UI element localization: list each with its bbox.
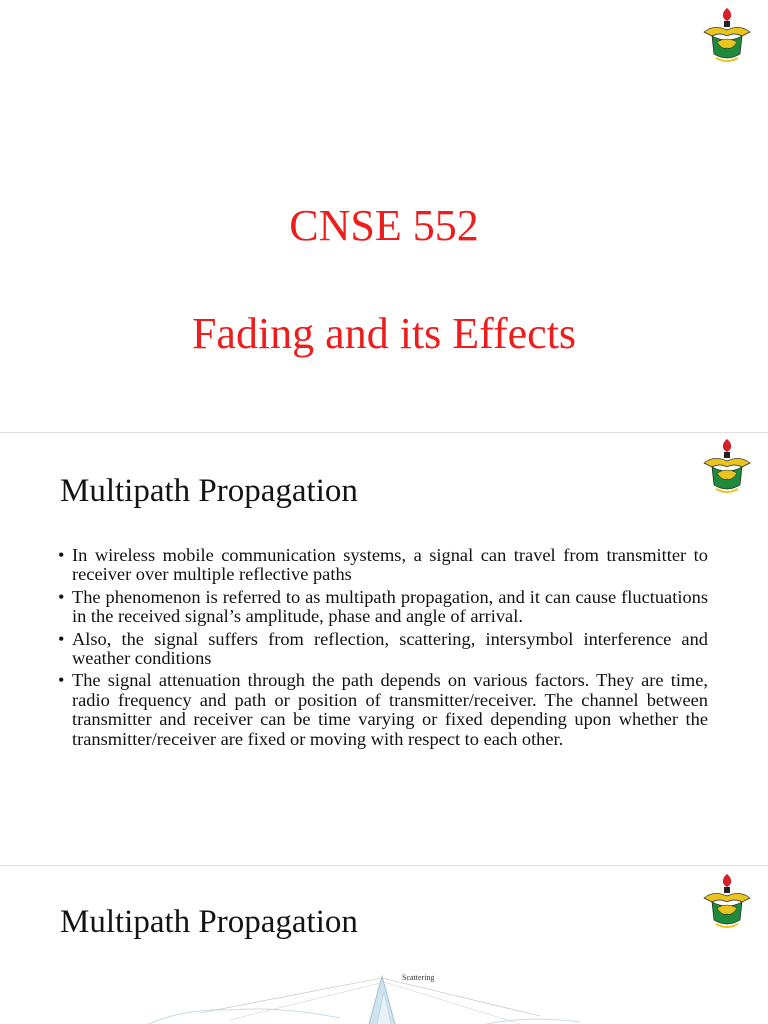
university-crest-icon [702, 872, 752, 930]
lecture-title: Fading and its Effects [191, 309, 577, 358]
slide-heading: Multipath Propagation [60, 904, 358, 940]
bullet-list [58, 546, 708, 752]
title-slide [0, 0, 768, 432]
course-code-title: CNSE 552 [289, 201, 479, 250]
multipath-slide [0, 432, 768, 865]
slide-heading: Multipath Propagation [60, 473, 358, 509]
university-crest-icon [702, 437, 752, 495]
multipath-diagram-slide [0, 865, 768, 1024]
bullet-icon: • [58, 545, 65, 565]
bullet-icon: • [58, 586, 65, 607]
university-crest-icon [702, 6, 752, 64]
bullet-icon: • [58, 628, 65, 649]
scattering-label: Scattering [402, 973, 435, 982]
list-item: • Also, the signal suffers from reflection, scattering, intersymbol interference and weather conditions [58, 628, 708, 669]
list-item: • The phenomenon is referred to as multipath propagation, and it can cause fluctuations in the received signal’s amplitude, phase and angle of arrival. [58, 586, 708, 627]
list-item: • The signal attenuation through the path depends on various factors. They are time, radio frequency and path or position of transmitter/receiver. The channel between transmitter and receiver can be time varying or fixed depending upon whether the transmitter/receiver are fixed or moving with respect to each other. [58, 670, 708, 749]
list-item: • In wireless mobile communication systems, a signal can travel from transmitter to receiver over multiple reflective paths [58, 545, 708, 585]
multipath-diagram [140, 958, 580, 1024]
bullet-icon: • [58, 670, 65, 691]
